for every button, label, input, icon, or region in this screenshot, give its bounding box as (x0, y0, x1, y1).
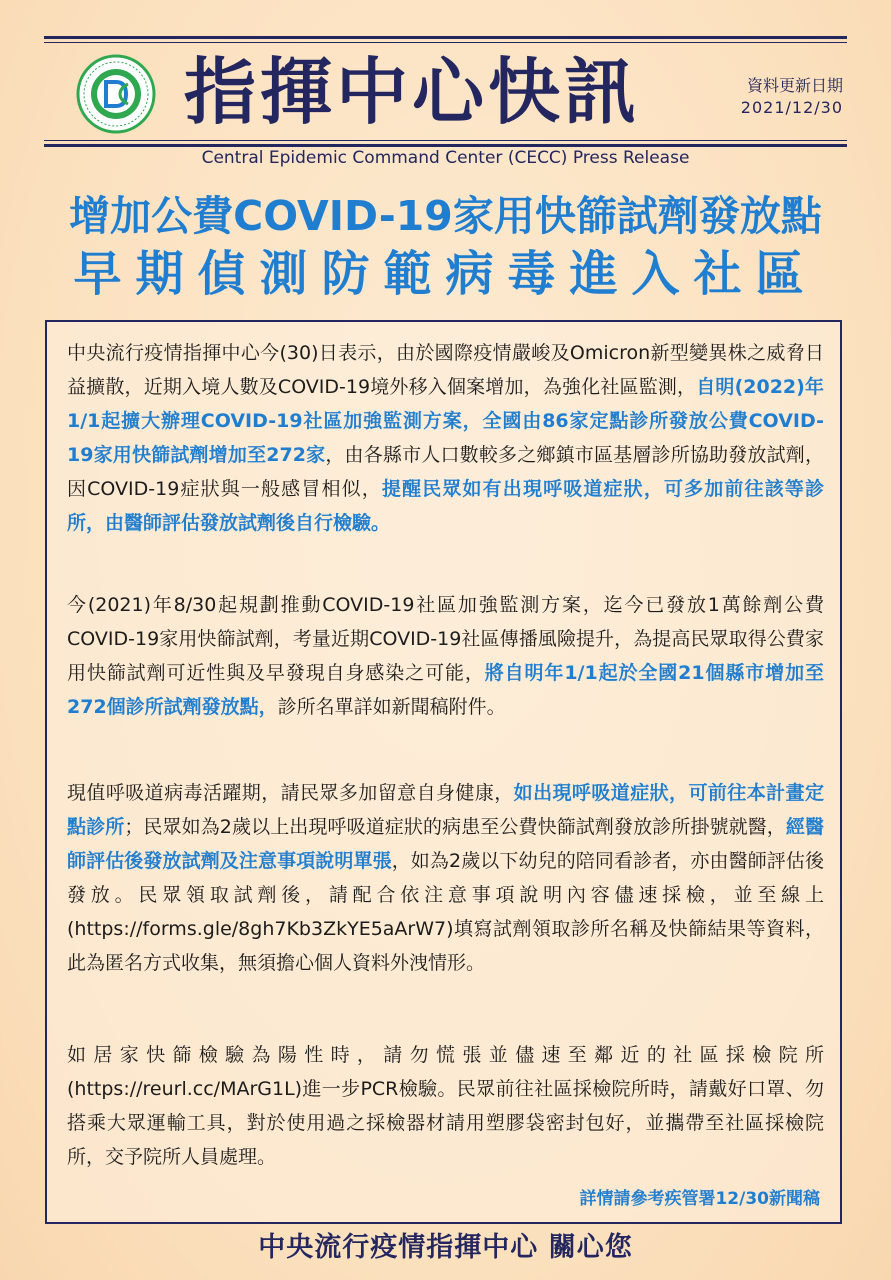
paragraph-3-text-a: 現值呼吸道病毒活躍期，請民眾多加留意自身健康， (67, 782, 514, 804)
paragraph-1 (67, 336, 824, 540)
update-date-label: 資料更新日期 (746, 76, 843, 95)
paragraph-3-text-b: ；民眾如為2歲以上出現呼吸道症狀的病患至公費快篩試劑發放診所掛號就醫， (124, 816, 786, 838)
paragraph-3-highlight-b: 經醫師評估後發放試劑及注意事項說明單張 (67, 816, 824, 872)
paragraph-2 (67, 588, 824, 724)
footer-slogan: 中央流行疫情指揮中心 關心您 (258, 1232, 633, 1263)
bottom-rule-thin (44, 140, 847, 141)
headline-line-2: 早期偵測防範病毒進入社區 (73, 246, 818, 302)
paragraph-2-highlight-a: 將自明年1/1起於全國21個縣市增加至272個診所試劑發放點， (67, 662, 824, 718)
cdc-logo-icon (76, 54, 156, 134)
paragraph-2-text-a: 今(2021)年8/30起規劃推動COVID-19社區加強監測方案，迄今已發放1萬餘劑公費COVID-19家用快篩試劑，考量近期COVID-19社區傳播風險提升，為提高民眾取得公費家用快篩試劑可近性與及早發現自身感染之可能， (67, 594, 824, 684)
paragraph-1-text-b: ，由各縣市人口數較多之鄉鎮市區基層診所協助發放試劑，因COVID-19症狀與一般感冒相似， (67, 444, 824, 500)
page-title: 指揮中心快訊 (184, 50, 641, 134)
paragraph-4: 如居家快篩檢驗為陽性時，請勿慌張並儘速至鄰近的社區採檢院所(https://reurl.cc/MArG1L)進一步PCR檢驗。民眾前往社區採檢院所時，請戴好口罩、勿搭乘大眾運輸工具，對於使用過之採檢器材請用塑膠袋密封包好，並攜帶至社區採檢院所，交予院所人員處理。 (67, 1044, 824, 1168)
content-panel (45, 320, 842, 1224)
paragraph-1-highlight-a: 自明(2022)年1/1起擴大辦理COVID-19社區加強監測方案，全國由86家定點診所發放公費COVID-19家用快篩試劑增加至272家 (67, 376, 825, 466)
paragraph-3 (67, 776, 824, 980)
english-subtitle: Central Epidemic Command Center (CECC) Press Release (201, 148, 690, 168)
paragraph-3-highlight-a: 如出現呼吸道症狀，可前往本計畫定點診所 (67, 782, 824, 838)
top-rule-thin (44, 42, 847, 43)
paragraph-3-text-c: ，如為2歲以下幼兒的陪同看診者，亦由醫師評估後發放。民眾領取試劑後，請配合依注意事項說明內容儘速採檢，並至線上(https://forms.gle/8gh7Kb3ZkYE5aArW7)填寫試劑領取診所名稱及快篩結果等資料，此為匿名方式收集，無須擔心個人資料外洩情形。 (67, 850, 824, 974)
headline-line-1: 增加公費COVID-19家用快篩試劑發放點 (69, 192, 822, 240)
paragraph-2-text-b: 診所名單詳如新聞稿附件。 (277, 696, 506, 718)
paragraph-1-text-a: 中央流行疫情指揮中心今(30)日表示，由於國際疫情嚴峻及Omicron新型變異株之威脅日益擴散，近期入境人數及COVID-19境外移入個案增加，為強化社區監測， (67, 342, 824, 398)
masthead (44, 36, 847, 170)
paragraph-1-highlight-b: 提醒民眾如有出現呼吸道症狀，可多加前往該等診所，由醫師評估發放試劑後自行檢驗。 (67, 478, 824, 534)
update-date-value: 2021/12/30 (740, 98, 843, 117)
top-rule (44, 36, 847, 39)
reference-note: 詳情請參考疾管署12/30新聞稿 (579, 1189, 820, 1209)
